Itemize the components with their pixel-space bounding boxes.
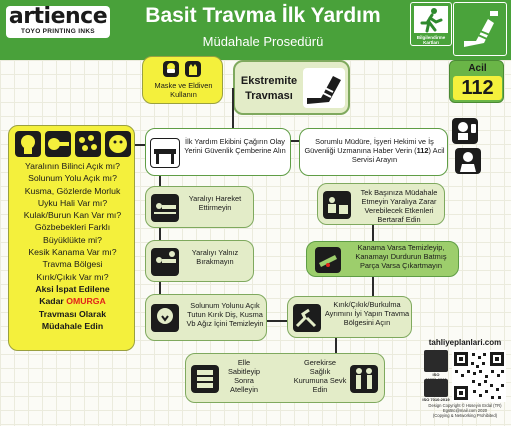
not-alone-step-text: Yaralıyı Yalnız Bırakmayın (191, 248, 239, 266)
checklist-text (11, 160, 134, 332)
checklist-line: Solunum Yolu Açık mı? (28, 173, 117, 184)
fracture-step-box (287, 296, 412, 338)
connector (135, 144, 145, 146)
website-url: tahliyeplanlari.com (428, 338, 502, 347)
carry-person-icon (350, 365, 378, 393)
splint-icon (191, 365, 219, 393)
bleeding-arm-icon (315, 247, 341, 273)
checklist-line: Gözbebekleri Farklı (34, 222, 111, 233)
page-subtitle: Müdahale Prosedürü (202, 34, 324, 49)
qr-code[interactable] (452, 350, 506, 402)
notify-text-end: ) Acil Servisi Arayın (351, 146, 445, 164)
checklist-line: Uyku Hali Var mı? (37, 197, 108, 208)
warning-text: Kadar (39, 296, 67, 307)
bleeding-step-box (306, 241, 459, 277)
extremity-trauma-label: Ekstremite Travması (240, 75, 298, 102)
head-icon (15, 131, 41, 157)
iso-logo-1 (424, 350, 448, 372)
emergency-label: Acil (468, 63, 487, 74)
barrier-step-box (145, 128, 291, 176)
page-title: Basit Travma İlk Yardım (145, 4, 381, 27)
injured-leg-icon (303, 68, 345, 108)
warning-line: Travması Olarak (38, 308, 107, 319)
barrier-icon (150, 138, 180, 168)
emergency-number: 112 (453, 76, 502, 100)
stabilize-transfer-box (185, 353, 385, 403)
fracture-icon (293, 304, 321, 332)
connector (372, 277, 374, 296)
warning-line: Müdahale Edin (41, 320, 104, 331)
notify-text: Sorumlu Müdüre, İşyeri Hekimi ve İş Güvenliği Uzmanına Haber Verin ( (304, 137, 434, 155)
helper-person-icon (151, 248, 179, 276)
bandaged-leg-icon (454, 3, 506, 55)
warning-line (11, 295, 134, 307)
transfer-step-text: Gerekirse Sağlık Kurumuna Sevk Edin (293, 358, 347, 394)
bleeding-step-text: Kanama Varsa Temizleyip, Kanamayı Durdurun Batmış Parça Varsa Çıkartmayın (355, 243, 447, 270)
connector (335, 338, 337, 353)
emergency-number-box (449, 60, 504, 103)
mask-icon (163, 61, 179, 77)
connector (232, 88, 234, 128)
iso-logo-2 (424, 379, 448, 397)
no-move-step-box (145, 186, 254, 228)
ppe-box (142, 56, 223, 104)
no-solo-step-box (317, 183, 445, 225)
no-solo-step-text: Tek Başınıza Müdahale Etmeyin Yaralıya Zarar Verebilecek Etkenleri Bertaraf Edin (360, 188, 438, 224)
notify-step-text (304, 137, 445, 164)
assessment-checklist (8, 125, 135, 351)
stabilize-step-text: Elle Sabitleyip Sonra Atelleyin (227, 358, 261, 394)
pointing-hand-icon (45, 131, 71, 157)
connector (159, 228, 161, 240)
header-bar (0, 0, 511, 60)
logo-sub-text: TOYO PRINTING INKS (21, 28, 95, 35)
airway-step-box (145, 294, 267, 341)
airway-icon (151, 304, 179, 332)
logo-main-text: artience (8, 4, 108, 29)
connector (372, 225, 374, 241)
checklist-line: Kulak/Burun Kan Var mı? (23, 210, 122, 221)
connector (291, 140, 299, 142)
checklist-line: Kesik Kanama Var mı? (28, 247, 117, 258)
doctor-icon (455, 148, 481, 174)
airway-step-text: Solunum Yolunu Açık Tutun Kırık Diş, Kusma Vb Ağız İçini Temizleyin (186, 301, 264, 328)
notify-step-box (299, 128, 448, 176)
checklist-line: Yaralının Bilinci Açık mı? (25, 161, 120, 171)
warning-line: Aksi İspat Edilene (35, 283, 110, 294)
iso-text-1: ISO (432, 372, 440, 377)
checklist-line: Kırık/Çıkık Var mı? (36, 271, 109, 282)
rights-text: (Copying & Networking Prohibited) (432, 413, 498, 418)
phone-person-icon (452, 118, 478, 144)
emergency-exit-badge (410, 2, 452, 46)
copyright-block (420, 403, 510, 418)
extremity-trauma-box (233, 60, 350, 115)
notify-number: 112 (416, 146, 429, 155)
no-move-step-text: Yaralıyı Hareket Ettirmeyin (188, 194, 242, 212)
iso-text-2: ISO 7010:2019 (422, 397, 450, 402)
connector (159, 282, 161, 294)
ppe-label: Maske ve Eldiven Kullanın (154, 81, 213, 99)
not-alone-step-box (145, 240, 254, 282)
checklist-line: Büyüklükte mi? (43, 234, 102, 245)
leg-injury-badge (453, 2, 507, 56)
badge-caption: Bilgilendirme Kartları (416, 35, 446, 45)
barrier-step-text: İlk Yardım Ekibini Çağırın Olay Yerini Güvenlik Çemberine Alın (184, 137, 286, 155)
gloves-icon (185, 61, 201, 77)
lying-person-icon (151, 194, 179, 222)
checklist-line: Kusma, Gözlerde Morluk (24, 185, 121, 196)
first-aid-icon (323, 191, 351, 219)
email-text: Egs5tc@mail.com 2020 (442, 408, 488, 413)
connector (267, 320, 287, 322)
face-icon (105, 131, 131, 157)
spine-warning-text: OMURGA (66, 296, 106, 307)
checklist-line: Travma Bölgesi (42, 259, 103, 270)
artience-logo (6, 6, 110, 38)
copyright-text: Design Copyright © Hüseyin Erdal (TR) (428, 403, 502, 408)
fracture-step-text: Kırık/Çıkık/Burkulma Ayrımını İyi Yapın Travma Bölgesini Açın (324, 300, 410, 327)
dots-icon (75, 131, 101, 157)
